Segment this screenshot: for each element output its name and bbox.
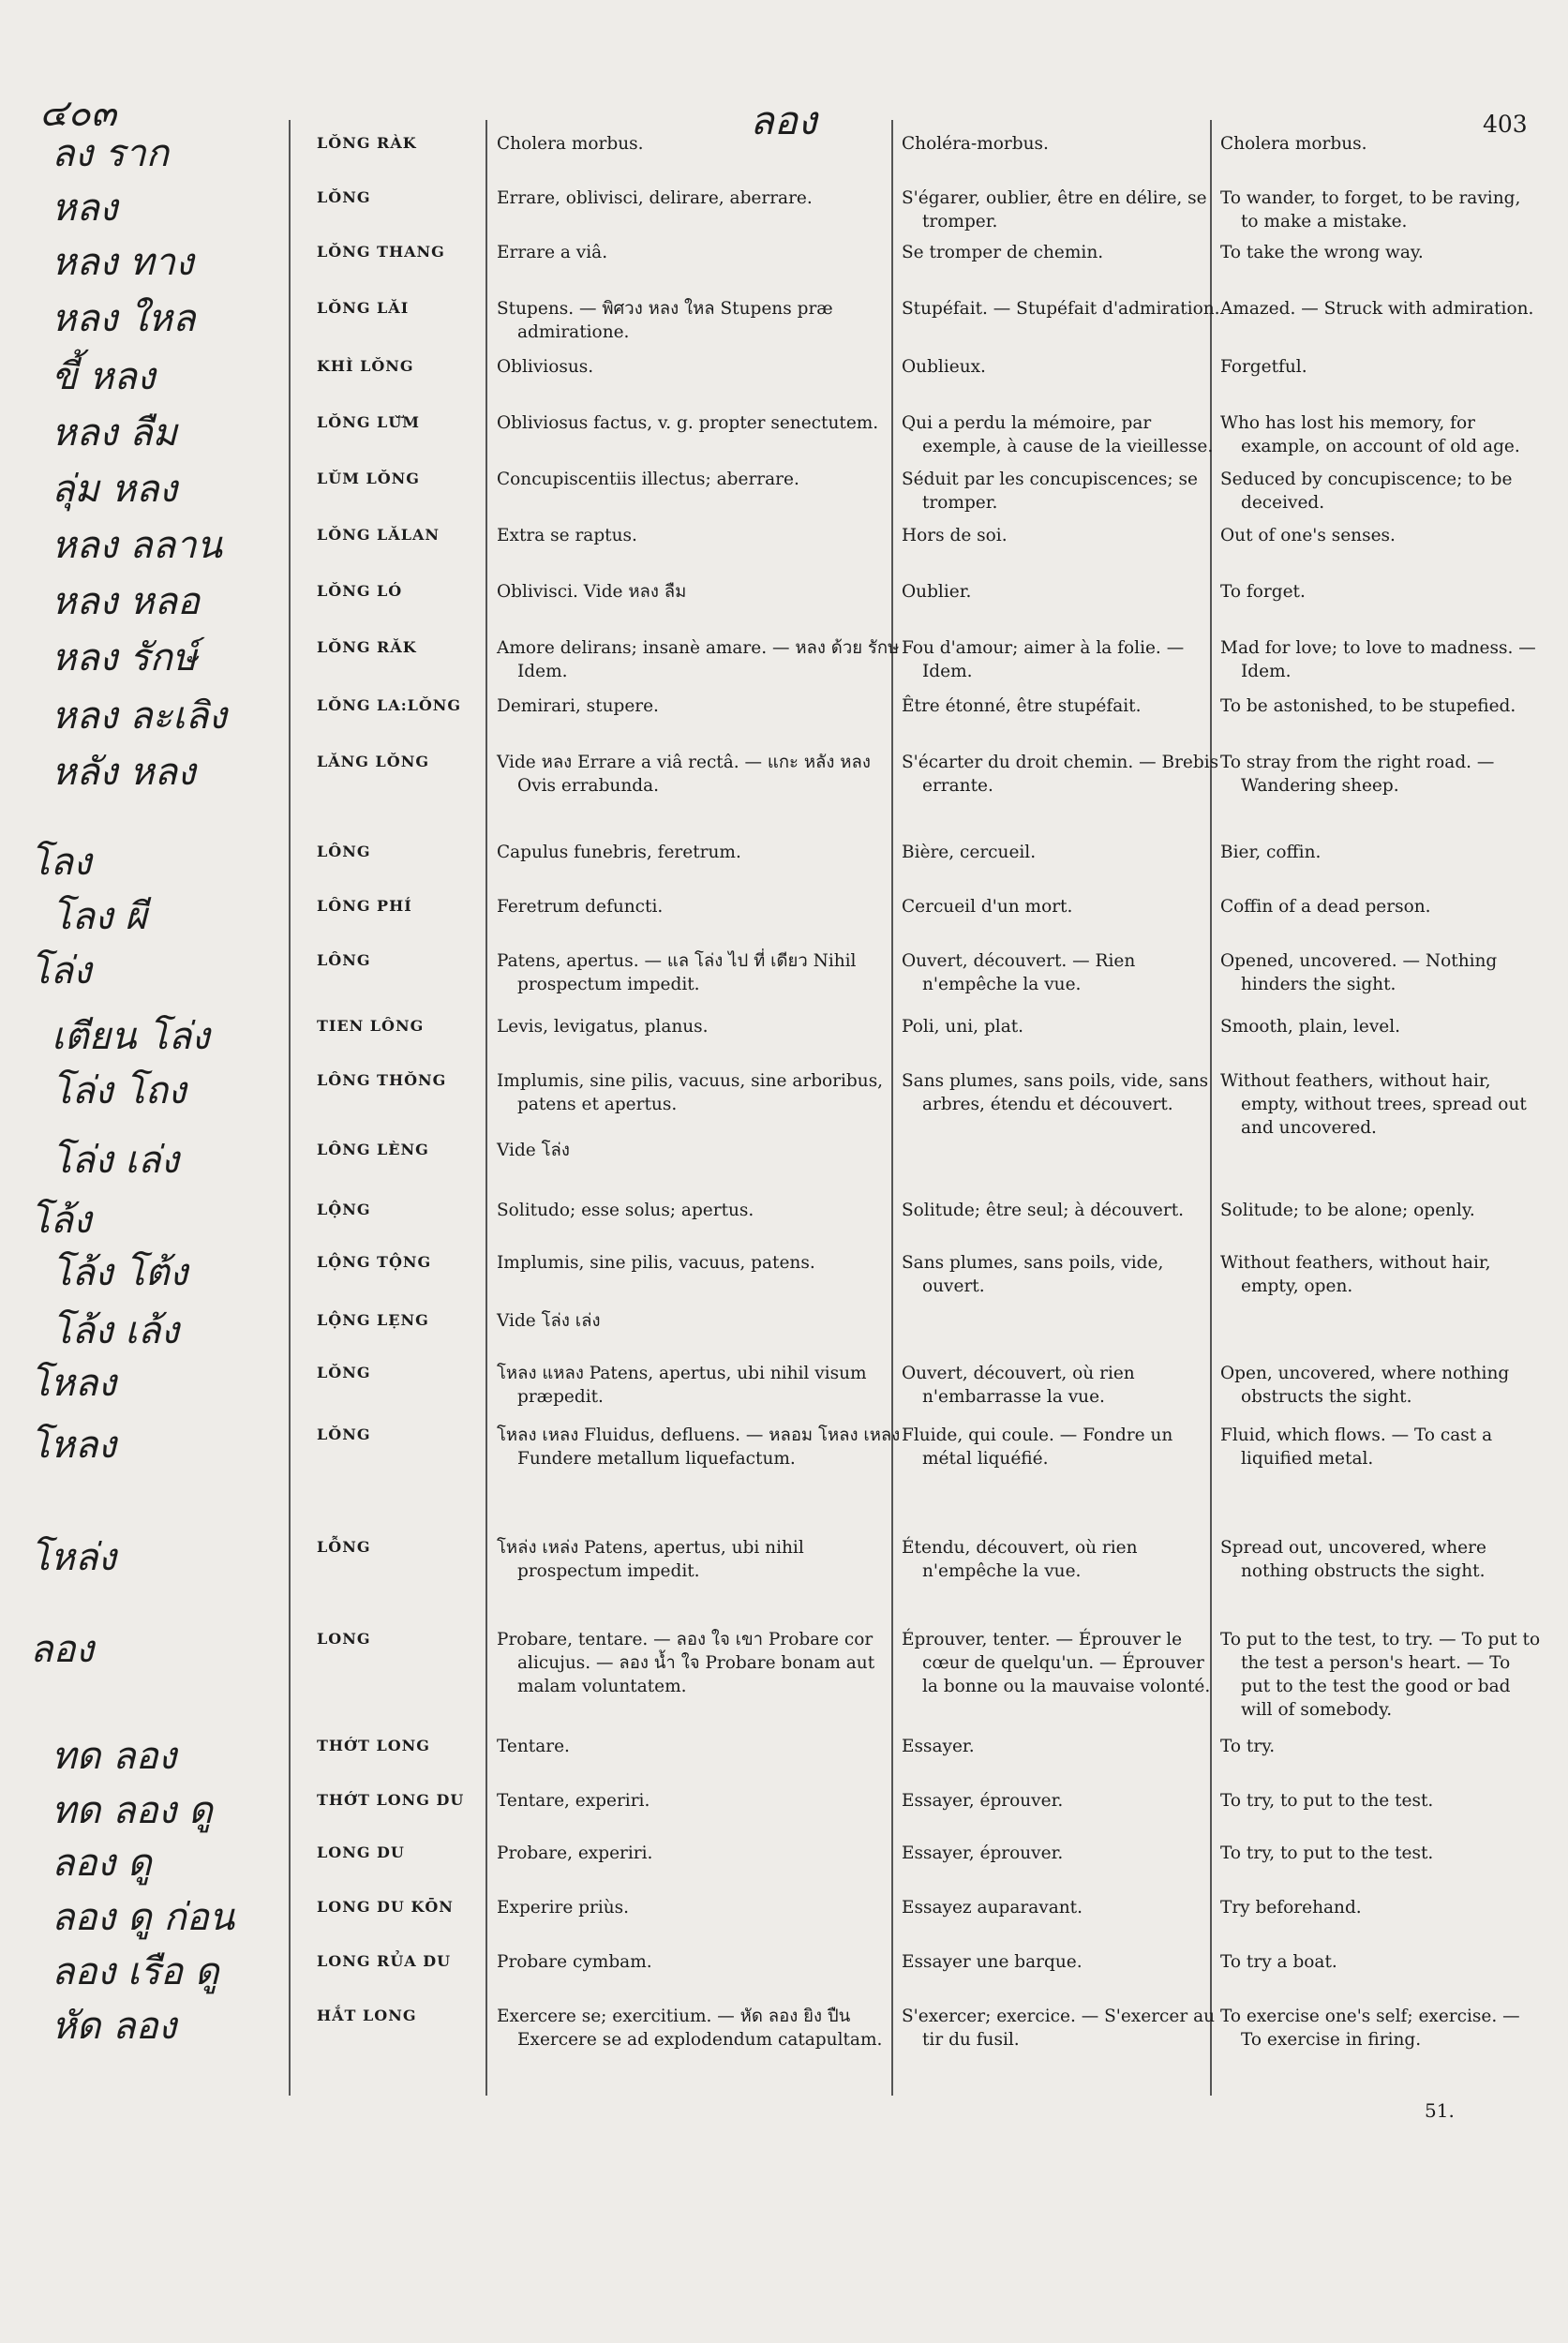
latin-definition: Implumis, sine pilis, vacuus, patens. xyxy=(497,1253,815,1273)
english-definition: Fluid, which flows. — To cast a liquified metal. xyxy=(1220,1425,1493,1469)
romanization: LÔNG PHÍ xyxy=(317,897,412,915)
latin-definition: Levis, levigatus, planus. xyxy=(497,1017,709,1037)
romanization: TIEN LÔNG xyxy=(317,1017,425,1035)
french-definition: Sans plumes, sans poils, vide, ouvert. xyxy=(902,1253,1164,1296)
latin-definition: Vide โล่ง xyxy=(497,1141,570,1160)
english-definition: Spread out, uncovered, where nothing obstructs the sight. xyxy=(1220,1538,1486,1581)
latin-definition: Vide โล่ง เล่ง xyxy=(497,1311,601,1331)
english-definition: Who has lost his memory, for example, on account of old age. xyxy=(1220,413,1520,456)
romanization: KHÌ LǑNG xyxy=(317,357,414,375)
thai-headword: หลง ใหล xyxy=(52,297,196,340)
french-definition: Sans plumes, sans poils, vide, sans arbres, étendu et découvert. xyxy=(902,1071,1209,1114)
thai-headword: โล่ง xyxy=(30,949,92,992)
thai-headword: หลง ละเลิง xyxy=(52,694,227,738)
thai-headword: โลง ผี xyxy=(52,895,147,938)
latin-definition: Capulus funebris, feretrum. xyxy=(497,843,741,862)
romanization: LǑNG LǍI xyxy=(317,299,410,317)
english-definition: Without feathers, without hair, empty, without trees, spread out and uncovered. xyxy=(1220,1071,1527,1138)
page-number: 403 xyxy=(1483,111,1528,138)
romanization: LǑNG THANG xyxy=(317,243,445,261)
latin-definition: Obliviosus factus, v. g. propter senectutem. xyxy=(497,413,879,433)
romanization: LǍNG LǑNG xyxy=(317,753,429,770)
latin-definition: Stupens. — พิศวง หลง ใหล Stupens præ admiratione. xyxy=(497,299,833,342)
thai-headword: โหลง xyxy=(30,1362,116,1405)
english-definition: To try, to put to the test. xyxy=(1220,1791,1434,1811)
english-definition: To exercise one's self; exercise. — To exercise in firing. xyxy=(1220,2007,1520,2050)
romanization: THỚT LONG xyxy=(317,1737,430,1754)
french-definition: Être étonné, être stupéfait. xyxy=(902,696,1142,716)
romanization: LỘNG TỘNG xyxy=(317,1253,432,1271)
french-definition: Oublieux. xyxy=(902,357,986,377)
english-definition: To forget. xyxy=(1220,582,1306,602)
romanization: LǑNG RÀK xyxy=(317,134,417,152)
thai-headword: ลอง ดู xyxy=(52,1842,152,1885)
thai-page-number: ๔๐๓ xyxy=(39,92,117,135)
english-definition: To put to the test, to try. — To put to the test a person's heart. — To put to the test the good or bad will of somebody. xyxy=(1220,1630,1541,1720)
thai-headword: หลัง หลง xyxy=(52,751,196,794)
romanization: LǑNG LA:LǑNG xyxy=(317,696,462,714)
french-definition: Hors de soi. xyxy=(902,526,1008,545)
romanization: LONG RỦA DU xyxy=(317,1952,452,1970)
romanization: LỖNG xyxy=(317,1538,371,1556)
french-definition: Fou d'amour; aimer à la folie. — Idem. xyxy=(902,638,1185,681)
latin-definition: Errare, oblivisci, delirare, aberrare. xyxy=(497,188,813,208)
thai-headword: เตียน โล่ง xyxy=(52,1015,210,1058)
french-definition: Fluide, qui coule. — Fondre un métal liquéfié. xyxy=(902,1425,1173,1469)
latin-definition: Patens, apertus. — แล โล่ง ไป ที่ เดียว Nihil prospectum impedit. xyxy=(497,951,857,994)
english-definition: Try beforehand. xyxy=(1220,1898,1362,1918)
english-definition: Out of one's senses. xyxy=(1220,526,1396,545)
thai-headword: โล่ง เล่ง xyxy=(52,1139,179,1182)
thai-headword: หลง ลืม xyxy=(52,411,178,455)
romanization: LǑNG LǍLAN xyxy=(317,526,440,544)
latin-definition: Extra se raptus. xyxy=(497,526,637,545)
english-definition: Smooth, plain, level. xyxy=(1220,1017,1401,1037)
romanization: LǑNG LÓ xyxy=(317,582,403,600)
romanization: LONG DU xyxy=(317,1843,405,1861)
french-definition: Bière, cercueil. xyxy=(902,843,1037,862)
latin-definition: Probare, tentare. — ลอง ใจ เขา Probare cor alicujus. — ลอง น้ำ ใจ Probare bonam aut malam voluntatem. xyxy=(497,1630,875,1696)
english-definition: Open, uncovered, where nothing obstructs the sight. xyxy=(1220,1364,1510,1407)
romanization: LǑNG xyxy=(317,1425,371,1443)
thai-headword: โล้ง xyxy=(30,1199,92,1242)
latin-definition: Vide หลง Errare a viâ rectâ. — แกะ หลัง หลง Ovis errabunda. xyxy=(497,753,871,796)
english-definition: Coffin of a dead person. xyxy=(1220,897,1431,917)
latin-definition: โหลง แหลง Patens, apertus, ubi nihil visum præpedit. xyxy=(497,1364,867,1407)
romanization: LỘNG xyxy=(317,1201,371,1218)
romanization: LÔNG THǑNG xyxy=(317,1071,447,1089)
thai-headword: ลอง ดู ก่อน xyxy=(52,1896,235,1939)
french-definition: Solitude; être seul; à découvert. xyxy=(902,1201,1185,1220)
thai-headword: โล้ง เล้ง xyxy=(52,1309,179,1352)
romanization: LONG xyxy=(317,1630,371,1648)
thai-headword: ทด ลอง xyxy=(52,1735,177,1778)
thai-headword: ลุ่ม หลง xyxy=(52,468,178,511)
french-definition: Essayer une barque. xyxy=(902,1952,1083,1972)
english-definition: Cholera morbus. xyxy=(1220,134,1367,154)
french-definition: Étendu, découvert, où rien n'empêche la vue. xyxy=(902,1538,1138,1581)
english-definition: Solitude; to be alone; openly. xyxy=(1220,1201,1475,1220)
french-definition: Essayer, éprouver. xyxy=(902,1791,1064,1811)
french-definition: Stupéfait. — Stupéfait d'admiration. xyxy=(902,299,1220,319)
column-rule-2 xyxy=(485,120,487,2096)
latin-definition: Tentare. xyxy=(497,1737,570,1756)
thai-headword: หลง ลลาน xyxy=(52,524,222,567)
french-definition: S'écarter du droit chemin. — Brebis errante. xyxy=(902,753,1219,796)
french-definition: Poli, uni, plat. xyxy=(902,1017,1024,1037)
french-definition: Qui a perdu la mémoire, par exemple, à cause de la vieillesse. xyxy=(902,413,1214,456)
thai-headword: โล่ง โถง xyxy=(52,1069,187,1112)
thai-headword: ขี้ หลง xyxy=(52,355,156,398)
english-definition: To take the wrong way. xyxy=(1220,243,1424,262)
english-definition: Bier, coffin. xyxy=(1220,843,1322,862)
french-definition: S'égarer, oublier, être en délire, se tromper. xyxy=(902,188,1207,231)
thai-headword: หลง รักษ์ xyxy=(52,636,198,679)
english-definition: To be astonished, to be stupefied. xyxy=(1220,696,1516,716)
french-definition: Essayer. xyxy=(902,1737,975,1756)
thai-headword: หลง ทาง xyxy=(52,241,194,284)
romanization: LONG DU KŌN xyxy=(317,1898,454,1916)
latin-definition: Demirari, stupere. xyxy=(497,696,659,716)
thai-headword: ลง ราก xyxy=(52,132,169,175)
english-definition: Seduced by concupiscence; to be deceived. xyxy=(1220,470,1513,513)
latin-definition: Probare cymbam. xyxy=(497,1952,652,1972)
romanization: LǑNG xyxy=(317,188,371,206)
english-definition: Amazed. — Struck with admiration. xyxy=(1220,299,1534,319)
french-definition: Ouvert, découvert. — Rien n'empêche la vue. xyxy=(902,951,1136,994)
latin-definition: Obliviosus. xyxy=(497,357,594,377)
thai-headword: ทด ลอง ดู xyxy=(52,1789,213,1832)
english-definition: To try a boat. xyxy=(1220,1952,1337,1972)
english-definition: Opened, uncovered. — Nothing hinders the sight. xyxy=(1220,951,1498,994)
romanization: LǓM LǑNG xyxy=(317,470,420,487)
thai-headword: หลง xyxy=(52,187,118,230)
thai-headword: หัด ลอง xyxy=(52,2005,177,2048)
french-definition: Choléra-morbus. xyxy=(902,134,1049,154)
thai-headword: โลง xyxy=(30,841,92,884)
running-head: ลอง xyxy=(750,97,817,143)
latin-definition: Oblivisci. Vide หลง ลืม xyxy=(497,582,687,602)
thai-headword: ลอง xyxy=(30,1628,95,1671)
latin-definition: Implumis, sine pilis, vacuus, sine arboribus, patens et apertus. xyxy=(497,1071,884,1114)
romanization: LỘNG LẸNG xyxy=(317,1311,429,1329)
signature-mark: 51. xyxy=(1425,2099,1455,2122)
english-definition: To try, to put to the test. xyxy=(1220,1843,1434,1863)
latin-definition: Exercere se; exercitium. — หัด ลอง ยิง ปืน Exercere se ad explodendum catapultam. xyxy=(497,2007,883,2050)
latin-definition: Solitudo; esse solus; apertus. xyxy=(497,1201,754,1220)
latin-definition: Probare, experiri. xyxy=(497,1843,653,1863)
romanization: LǑNG xyxy=(317,1364,371,1381)
latin-definition: Concupiscentiis illectus; aberrare. xyxy=(497,470,799,489)
latin-definition: โหลง เหลง Fluidus, defluens. — หลอม โหลง เหลง Fundere metallum liquefactum. xyxy=(497,1425,901,1469)
french-definition: Oublier. xyxy=(902,582,972,602)
thai-headword: ลอง เรือ ดู xyxy=(52,1950,219,1993)
french-definition: Cercueil d'un mort. xyxy=(902,897,1073,917)
french-definition: Ouvert, découvert, où rien n'embarrasse la vue. xyxy=(902,1364,1135,1407)
romanization: THỚT LONG DU xyxy=(317,1791,465,1809)
thai-headword: โหลง xyxy=(30,1424,116,1467)
romanization: LǑNG LƯ̌M xyxy=(317,413,420,431)
french-definition: Essayez auparavant. xyxy=(902,1898,1083,1918)
romanization: LǑNG RǍK xyxy=(317,638,417,656)
english-definition: Forgetful. xyxy=(1220,357,1307,377)
column-rule-1 xyxy=(289,120,291,2096)
french-definition: Séduit par les concupiscences; se tromper. xyxy=(902,470,1198,513)
latin-definition: Errare a viâ. xyxy=(497,243,608,262)
romanization: LÔNG xyxy=(317,843,371,860)
french-definition: Essayer, éprouver. xyxy=(902,1843,1064,1863)
romanization: LÔNG LÈNG xyxy=(317,1141,429,1158)
romanization: HẮT LONG xyxy=(317,2007,417,2024)
english-definition: To wander, to forget, to be raving, to make a mistake. xyxy=(1220,188,1521,231)
english-definition: To try. xyxy=(1220,1737,1276,1756)
romanization: LÔNG xyxy=(317,951,371,969)
french-definition: Éprouver, tenter. — Éprouver le cœur de quelqu'un. — Éprouver la bonne ou la mauvaise volonté. xyxy=(902,1630,1211,1696)
latin-definition: Tentare, experiri. xyxy=(497,1791,650,1811)
english-definition: Mad for love; to love to madness. — Idem. xyxy=(1220,638,1536,681)
thai-headword: โล้ง โต้ง xyxy=(52,1251,188,1294)
latin-definition: โหล่ง เหล่ง Patens, apertus, ubi nihil prospectum impedit. xyxy=(497,1538,804,1581)
latin-definition: Feretrum defuncti. xyxy=(497,897,664,917)
english-definition: Without feathers, without hair, empty, open. xyxy=(1220,1253,1491,1296)
latin-definition: Cholera morbus. xyxy=(497,134,644,154)
french-definition: Se tromper de chemin. xyxy=(902,243,1104,262)
english-definition: To stray from the right road. — Wandering sheep. xyxy=(1220,753,1495,796)
thai-headword: หลง หลอ xyxy=(52,580,201,623)
french-definition: S'exercer; exercice. — S'exercer au tir du fusil. xyxy=(902,2007,1216,2050)
latin-definition: Experire priùs. xyxy=(497,1898,630,1918)
thai-headword: โหล่ง xyxy=(30,1536,116,1579)
latin-definition: Amore delirans; insanè amare. — หลง ด้วย รักษ Idem. xyxy=(497,638,900,681)
